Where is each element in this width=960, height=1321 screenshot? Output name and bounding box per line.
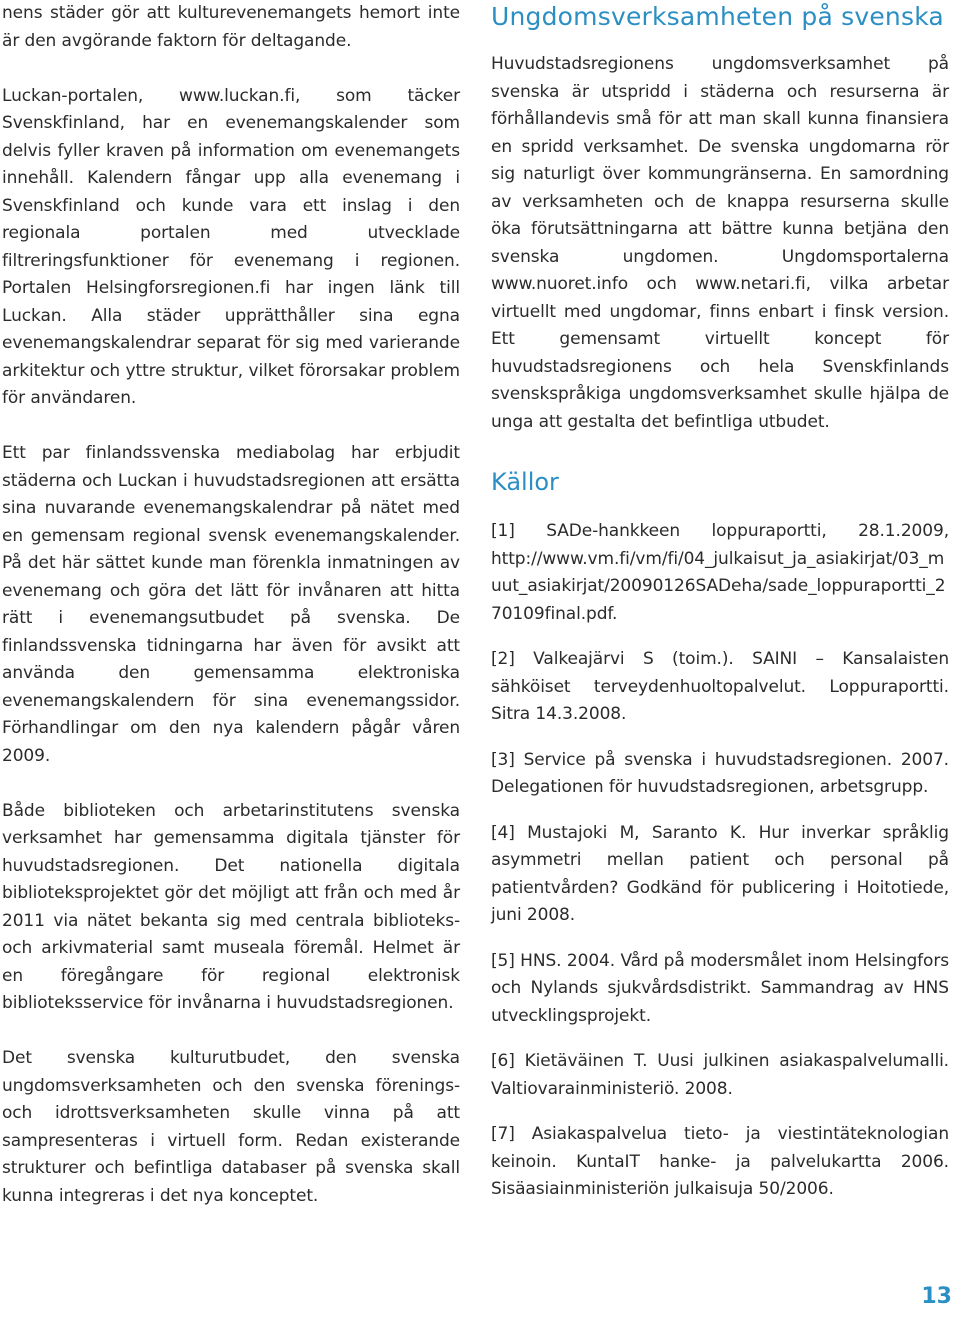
section-title: Ungdomsverksamheten på svenska	[491, 2, 944, 31]
paragraph: Det svenska kulturutbudet, den svenska ungdomsverksamheten och den svenska förenings- och idrottsverksamheten skulle vinna på att sampresenteras i virtuell form. Redan existerande strukturer och befintliga databaser på svenska skall kunna integreras i det nya konceptet.	[2, 1048, 460, 1206]
reference-item: [4] Mustajoki M, Saranto K. Hur inverkar språklig asymmetri mellan patient och personal på patientvården? Godkänd för publicering i Hoitotiede, juni 2008.	[491, 822, 949, 925]
paragraph: Ett par finlandssvenska mediabolag har erbjudit städerna och Luckan i huvudstadsregionen att ersätta sina nuvarande evenemangskalendrar på nätet med en gemensam regional svensk evenemangskalender. På det här sättet kunde man förenkla inmatningen av evenemang och göra det lätt för invånaren att hitta rätt i evenemangsutbudet på svenska. De finlandssvenska tidningarna har även för avsikt att använda den gemensamma elektroniska evenemangskalendern för sina evenemangssidor. Förhandlingar om den nya kalendern pågår våren 2009.	[2, 443, 460, 766]
reference-item: [5] HNS. 2004. Vård på modersmålet inom Helsingfors och Nylands sjukvårdsdistrikt. Sammandrag av HNS utvecklingsprojekt.	[491, 950, 949, 1026]
reference-list	[491, 518, 949, 1204]
reference-item: [7] Asiakaspalvelua tieto- ja viestintäteknologian keinoin. KuntaIT hanke- ja palvelukartta 2006. Sisäasiainministeriön julkaisuja 50/2006.	[491, 1124, 949, 1199]
paragraph: nens städer gör att kulturevenemangets hemort inte är den avgörande faktorn för deltagande.	[2, 3, 460, 51]
page-number: 13	[921, 1284, 952, 1309]
section-body: Huvudstadsregionens ungdomsverksamhet på svenska är utspridd i städerna och resurserna är förhållandevis små för att man skall kunna finansiera en spridd verksamhet. De svenska ungdomarna rör sig naturligt över kommungränserna. En samordning av verksamheten och de knappa resurserna skulle öka förutsättningarna att bättre kunna betjäna den svenska ungdomen. Ungdomsportalerna www.nuoret.info och www.netari.fi, vilka arbetar virtuellt med ungdomar, finns enbart i finsk version. Ett gemensamt virtuellt koncept för huvudstadsregionens och hela Svenskfinlands svenskspråkiga ungdomsverksamhet skulle hjälpa de unga att gestalta det befintliga utbudet.	[491, 54, 949, 432]
reference-item: [6] Kietäväinen T. Uusi julkinen asiakaspalvelumalli. Valtiovarainministeriö. 2008.	[491, 1051, 949, 1099]
reference-item: [1] SADe-hankkeen loppuraportti, 28.1.2009, http://www.vm.fi/vm/fi/04_julkaisut_ja_asiakirjat/03_muut_asiakirjat/20090126SADeha/sade_loppuraportti_270109final.pdf.	[491, 521, 949, 624]
paragraph: Luckan-portalen, www.luckan.fi, som täcker Svenskfinland, har en evenemangskalender som delvis fyller kraven på information om evenemangets innehåll. Kalendern fångar upp alla evenemang i Svenskfinland och kunde vara ett inslag i den regionala portalen med utvecklade filtreringsfunktioner för evenemang i regionen. Portalen Helsingforsregionen.fi har ingen länk till Luckan. Alla städer upprätthåller sina egna evenemangskalendrar separat för sig med varierande arkitektur och yttre struktur, vilket förorsakar problem för användaren.	[2, 85, 460, 408]
paragraph: Både biblioteken och arbetarinstitutens svenska verksamhet har gemensamma digitala tjänster för huvudstadsregionen. Det nationella digitala biblioteksprojektet gör det möjligt att från och med år 2011 via nätet bekanta sig med centrala biblioteks- och arkivmaterial samt museala föremål. Helmet är en föregångare för regional elektronisk biblioteksservice för invånarna i huvudstadsregionen.	[2, 800, 460, 1013]
reference-item: [3] Service på svenska i huvudstadsregionen. 2007. Delegationen för huvudstadsregionen, arbetsgrupp.	[491, 749, 949, 797]
sources-title: Källor	[491, 468, 559, 496]
right-column	[491, 0, 949, 1222]
reference-item: [2] Valkeajärvi S (toim.). SAINI – Kansalaisten sähköiset terveydenhuoltopalvelut. Loppuraportti. Sitra 14.3.2008.	[491, 649, 949, 724]
left-column	[2, 0, 460, 1210]
